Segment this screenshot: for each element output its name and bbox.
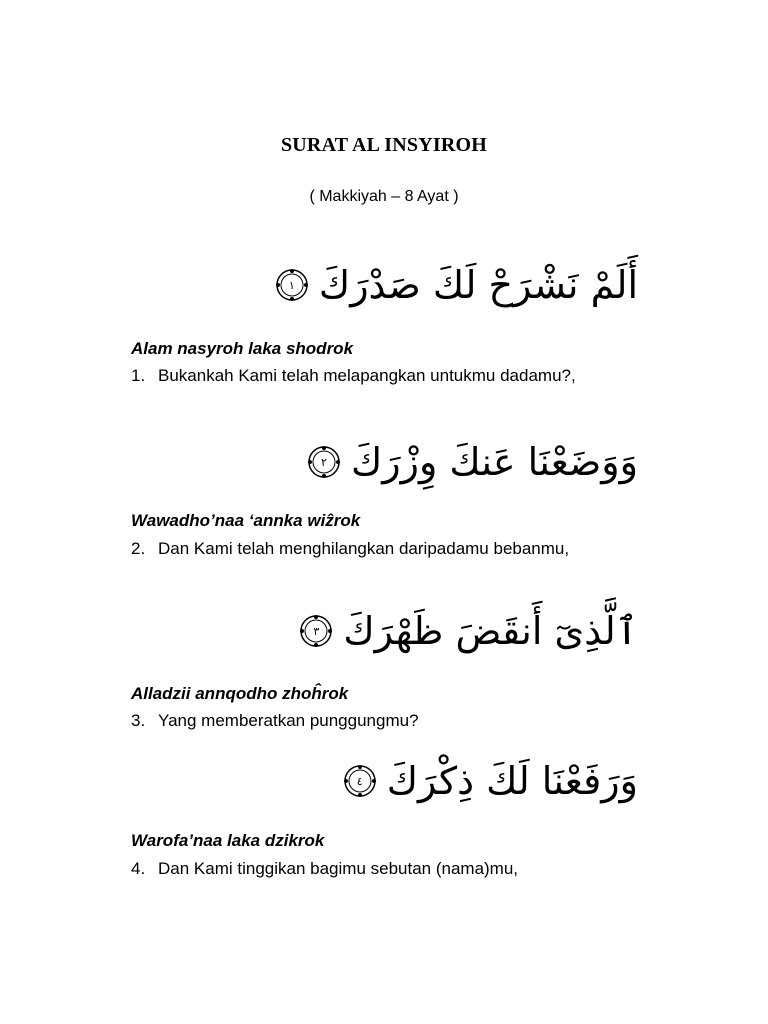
arabic-verse-3 <box>299 609 638 653</box>
arabic-verse-1 <box>275 263 638 307</box>
arabic-text: أَلَمْ نَشْرَحْ لَكَ صَدْرَكَ <box>318 263 638 307</box>
surah-title: SURAT AL INSYIROH <box>280 134 488 156</box>
ayah-number: ١ <box>288 278 295 292</box>
translation-2 <box>131 537 635 560</box>
transliteration-2: Wawadho’naa ‘annka wiẑrok <box>131 511 361 530</box>
ayah-number: ٣ <box>313 624 320 638</box>
arabic-text: ٱلَّذِىٓ أَنقَضَ ظَهْرَكَ <box>343 609 638 653</box>
ayah-marker-icon <box>299 614 333 648</box>
translation-1 <box>131 364 635 387</box>
transliteration-1: Alam nasyroh laka shodrok <box>131 339 354 358</box>
ayah-number: ٤ <box>356 774 363 788</box>
translation-text: Bukankah Kami telah melapangkan untukmu dadamu?, <box>158 366 576 385</box>
translation-text: Dan Kami tinggikan bagimu sebutan (nama)mu, <box>158 859 519 878</box>
transliteration-3: Alladzii annqodho zhoĥrok <box>131 684 349 703</box>
translation-4 <box>131 857 635 880</box>
surah-subtitle: ( Makkiyah – 8 Ayat ) <box>309 188 459 205</box>
arabic-text: وَرَفَعْنَا لَكَ ذِكْرَكَ <box>386 759 638 803</box>
arabic-verse-4 <box>343 759 638 803</box>
ayah-marker-icon <box>343 764 377 798</box>
transliteration-4: Warofa’naa laka dzikrok <box>131 831 325 850</box>
verse-number: 3. <box>131 711 146 730</box>
ayah-marker-icon <box>275 268 309 302</box>
ayah-marker-icon <box>307 445 341 479</box>
verse-number: 2. <box>131 539 146 558</box>
verse-number: 4. <box>131 859 146 878</box>
arabic-verse-2 <box>307 440 638 484</box>
ayah-number: ٢ <box>320 455 327 469</box>
translation-text: Yang memberatkan punggungmu? <box>158 711 419 730</box>
arabic-text: وَوَضَعْنَا عَنكَ وِزْرَكَ <box>350 440 638 484</box>
translation-3 <box>131 709 635 732</box>
translation-text: Dan Kami telah menghilangkan daripadamu bebanmu, <box>158 539 570 558</box>
verse-number: 1. <box>131 366 146 385</box>
